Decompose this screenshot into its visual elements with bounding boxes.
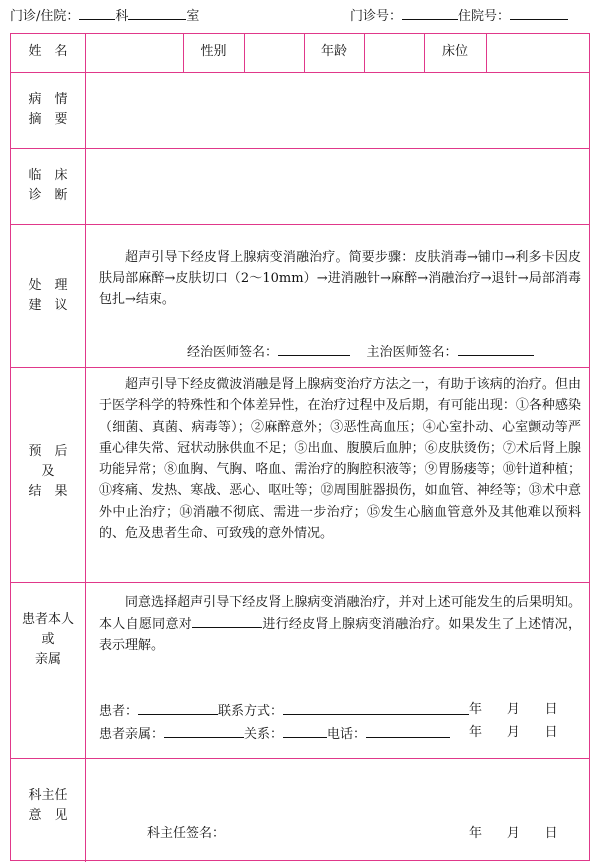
prognosis-label-line: 及 <box>41 464 55 479</box>
diagnosis-label-line: 临 床 <box>28 168 68 183</box>
room-blank[interactable] <box>128 5 186 20</box>
age-field[interactable] <box>364 34 424 70</box>
gender-label: 性别 <box>200 44 227 59</box>
dept-prefix: 门诊/住院： <box>10 9 80 24</box>
patient-label-line: 患者本人 <box>21 612 74 627</box>
director-label-line: 科主任 <box>28 788 68 803</box>
date-year: 年 <box>469 702 483 717</box>
treatment-text <box>99 247 581 310</box>
contact-label: 联系方式： <box>218 704 284 719</box>
prognosis-label <box>11 442 85 502</box>
patient-sign-line <box>99 700 469 722</box>
prognosis-text <box>99 374 581 544</box>
treatment-signatures <box>187 341 534 363</box>
consent-form-table <box>10 33 590 861</box>
shi-label: 室 <box>186 9 200 24</box>
date-year: 年 <box>469 725 483 740</box>
relative-sign-line <box>99 723 450 745</box>
summary-field[interactable] <box>99 74 581 146</box>
row-divider <box>11 148 589 149</box>
date-month: 月 <box>506 725 520 740</box>
patient-date <box>469 700 558 720</box>
inpatient-no-blank[interactable] <box>510 5 568 20</box>
date-day: 日 <box>544 725 558 740</box>
diagnosis-label <box>11 166 85 206</box>
age-label: 年龄 <box>320 44 347 59</box>
attending-sign-label: 经治医师签名： <box>187 345 279 360</box>
contact-blank[interactable] <box>283 700 469 715</box>
phone-label: 电话： <box>327 727 367 742</box>
chief-sign-blank[interactable] <box>458 341 534 356</box>
patient-sign-label: 患者： <box>99 704 139 719</box>
gender-field[interactable] <box>244 34 304 70</box>
patient-label <box>11 610 85 670</box>
date-year: 年 <box>469 826 483 841</box>
attending-sign-blank[interactable] <box>278 341 350 356</box>
bed-label: 床位 <box>441 44 468 59</box>
patient-label-line: 或 <box>41 632 55 647</box>
consent-paragraph <box>99 592 581 656</box>
prognosis-paragraph: 超声引导下经皮微波消融是肾上腺病变治疗方法之一，有助于该病的治疗。但由于医学科学的特殊性和个体差异性，在治疗过程中及后期，有可能出现：①各种感染（细菌、真菌、病毒等）；②麻醉意外；③恶性高血压；④心室扑动、心室颤动等严重心律失常、冠状动脉供血不足；⑤出血、腹膜后血肿；⑥皮肤烫伤；⑦术后肾上腺功能异常；⑧血胸、气胸、咯血、需治疗的胸腔积液等；⑨胃肠瘘等；⑩针道种植；⑪疼痛、发热、寒战、恶心、呕吐等；⑫周围脏器损伤，如血管、神经等；⑬术中意外中止治疗；⑭消融不彻底、需进一步治疗；⑮发生心脑血管意外及其他难以预料的、危及患者生命、可致残的意外情况。 <box>99 377 581 542</box>
relation-label: 关系： <box>244 727 284 742</box>
treatment-label <box>11 276 85 316</box>
consent-name-blank[interactable] <box>192 613 262 628</box>
director-sign-line <box>147 824 225 844</box>
ke-label: 科 <box>115 9 129 24</box>
relation-blank[interactable] <box>283 723 327 738</box>
date-month: 月 <box>506 702 520 717</box>
bed-field[interactable] <box>486 34 589 70</box>
phone-blank[interactable] <box>366 723 450 738</box>
relative-date <box>469 723 558 743</box>
name-field[interactable] <box>86 34 183 70</box>
consent-text-part-1: 同意选择超声引导下经皮肾上腺病变消融治疗，并对上述可能发生的后果明知。本人自愿同意对 <box>99 595 581 632</box>
date-day: 日 <box>544 702 558 717</box>
row-divider <box>11 758 589 759</box>
clinic-no-label: 门诊号： <box>350 9 403 24</box>
relative-sign-blank[interactable] <box>164 723 244 738</box>
director-date <box>469 824 558 844</box>
label-column-divider <box>85 34 86 862</box>
diagnosis-label-line: 诊 断 <box>28 188 68 203</box>
header-numbers <box>350 5 568 27</box>
consent-text-part-2: 进行经皮肾上腺病变消融治疗。如果发生了上述情况，表示理解。 <box>99 617 581 653</box>
patient-sign-blank[interactable] <box>138 700 218 715</box>
dept-blank[interactable] <box>79 5 115 20</box>
director-sign-label: 科主任签名： <box>147 826 226 841</box>
patient-label-line: 亲属 <box>34 652 61 667</box>
row-divider <box>11 367 589 368</box>
form-header <box>10 5 590 25</box>
date-month: 月 <box>506 826 520 841</box>
treatment-paragraph: 超声引导下经皮肾上腺病变消融治疗。简要步骤：皮肤消毒→铺巾→利多卡因皮肤局部麻醉→皮肤切口（2～10mm）→进消融针→麻醉→消融治疗→退针→局部消毒包扎→结束。 <box>99 250 581 307</box>
row-divider <box>11 72 589 73</box>
row-divider <box>11 224 589 225</box>
treatment-label-line: 建 议 <box>28 298 68 313</box>
director-label-line: 意 见 <box>28 808 68 823</box>
row-divider <box>11 582 589 583</box>
relative-sign-label: 患者亲属： <box>99 727 165 742</box>
consent-text <box>99 592 581 656</box>
chief-sign-label: 主治医师签名： <box>366 345 458 360</box>
name-label: 姓 名 <box>28 44 68 59</box>
treatment-label-line: 处 理 <box>28 278 68 293</box>
prognosis-label-line: 结 果 <box>28 484 68 499</box>
summary-label-line: 摘 要 <box>28 112 68 127</box>
clinic-no-blank[interactable] <box>402 5 458 20</box>
summary-label <box>11 90 85 130</box>
summary-label-line: 病 情 <box>28 92 68 107</box>
director-label <box>11 786 85 826</box>
date-day: 日 <box>544 826 558 841</box>
prognosis-label-line: 预 后 <box>28 444 68 459</box>
inpatient-no-label: 住院号： <box>458 9 511 24</box>
